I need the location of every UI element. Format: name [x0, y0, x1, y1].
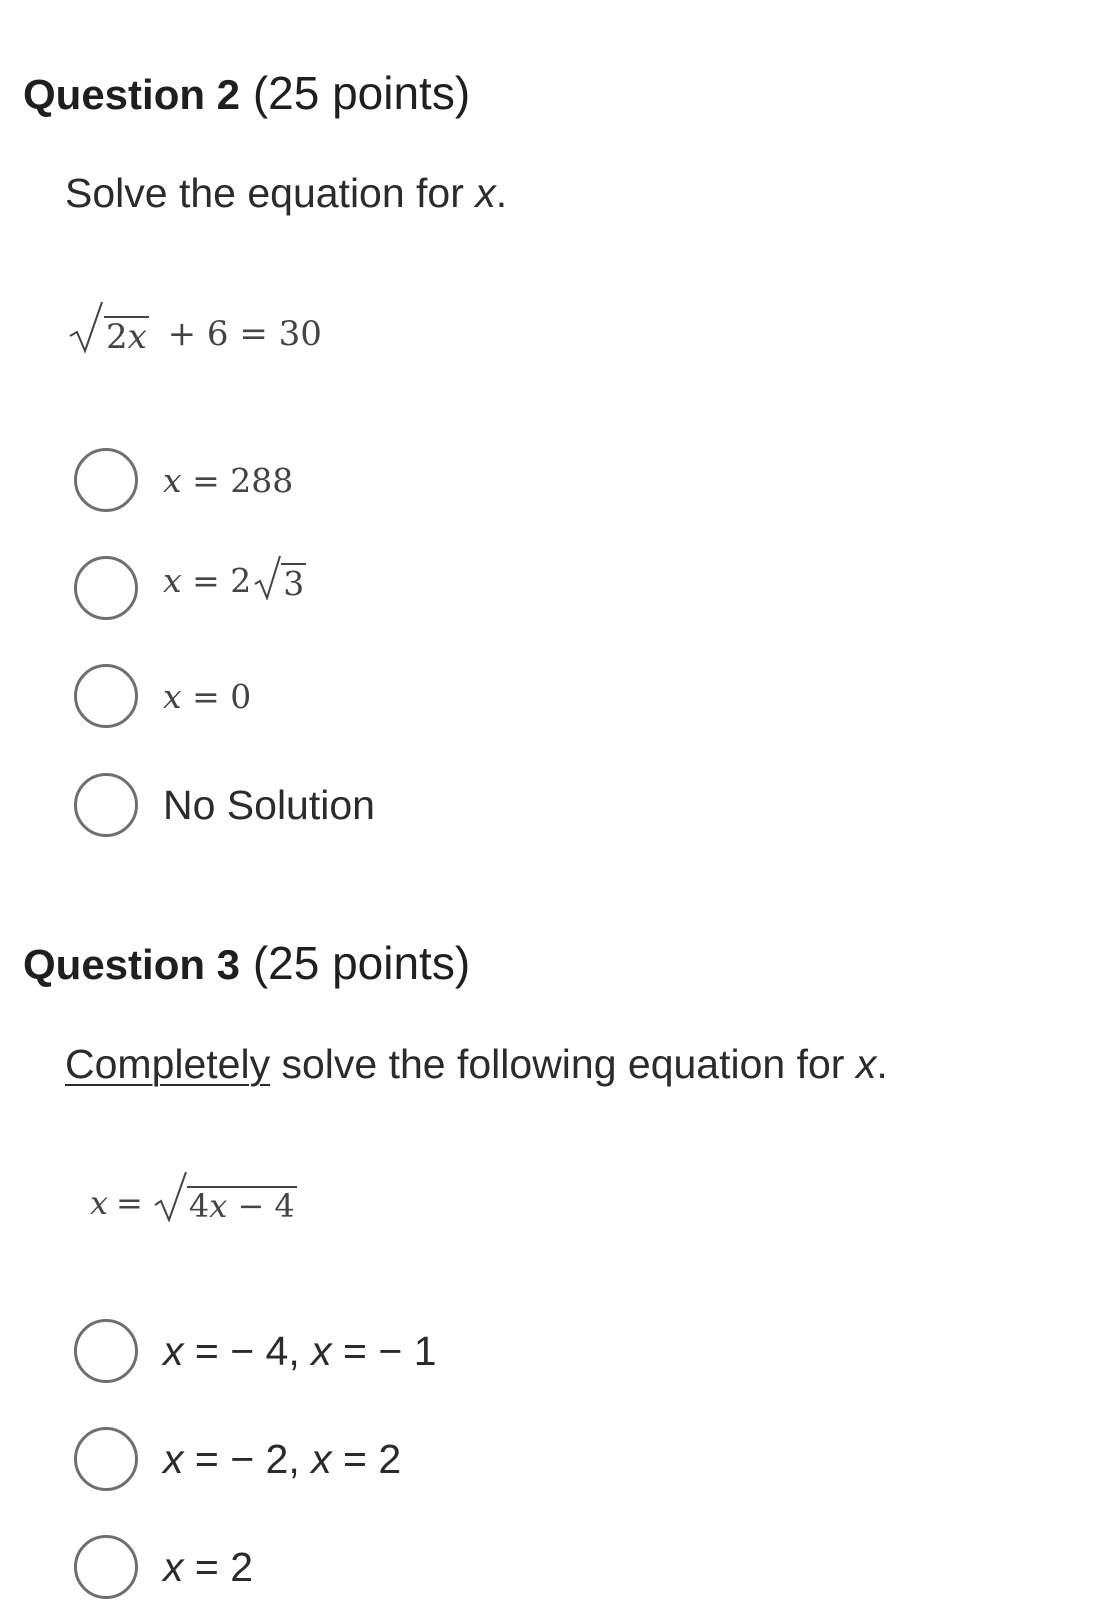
option-label: No Solution	[163, 781, 375, 828]
prompt-period: .	[876, 1041, 888, 1087]
radicand-variable: x	[209, 1187, 228, 1225]
question-3-option-2[interactable]	[74, 1424, 401, 1494]
question-3-option-1[interactable]	[74, 1316, 437, 1386]
question-3-label: Question 3	[23, 941, 241, 988]
option-label	[163, 677, 251, 716]
option-value: = − 4,	[183, 1327, 312, 1374]
question-2-label: Question 2	[23, 71, 241, 118]
radicand	[187, 1186, 297, 1225]
question-2-prompt	[65, 168, 507, 218]
question-2-option-2[interactable]	[74, 553, 306, 623]
option-variable: x	[311, 1435, 332, 1482]
radical-sign-icon	[153, 1170, 187, 1222]
radio-button[interactable]	[74, 664, 138, 728]
option-variable: x	[163, 1327, 184, 1374]
radicand-coefficient: 4	[188, 1187, 210, 1225]
prompt-variable: x	[855, 1041, 877, 1087]
prompt-emphasis: Completely	[65, 1041, 271, 1087]
radical-sign-icon	[253, 554, 281, 600]
option-value: = 2	[192, 561, 252, 600]
option-value: = 2	[183, 1543, 254, 1590]
radicand-rest: − 4	[237, 1187, 295, 1225]
radical-sign-icon	[68, 300, 104, 354]
option-label	[163, 554, 306, 603]
radicand-coefficient: 2	[106, 317, 128, 357]
option-label	[163, 461, 293, 500]
prompt-variable: x	[475, 170, 496, 216]
radio-button[interactable]	[74, 556, 138, 620]
radicand-variable: x	[127, 317, 147, 357]
question-3-points: (25 points)	[252, 937, 471, 989]
question-3-equation	[90, 1170, 297, 1225]
prompt-text: Solve the equation for	[65, 170, 476, 216]
question-2-points: (25 points)	[252, 67, 471, 119]
question-3-option-3[interactable]	[74, 1532, 253, 1602]
option-label	[163, 1436, 401, 1483]
question-2-heading	[23, 65, 470, 123]
square-root	[253, 554, 306, 603]
question-2-option-3[interactable]	[74, 661, 251, 731]
prompt-text: solve the following equation for	[270, 1041, 856, 1087]
radio-button[interactable]	[74, 1427, 138, 1491]
radio-button[interactable]	[74, 448, 138, 512]
radio-button[interactable]	[74, 773, 138, 837]
option-variable: x	[163, 561, 182, 600]
option-value: = − 2,	[183, 1435, 312, 1482]
option-value: = 288	[192, 460, 294, 500]
question-2-option-1[interactable]	[74, 445, 293, 515]
square-root	[68, 300, 149, 357]
option-value: = 2	[331, 1435, 402, 1482]
square-root	[153, 1170, 297, 1225]
equation-lhs-variable: x	[90, 1184, 109, 1222]
option-variable: x	[163, 1435, 184, 1482]
option-variable: x	[163, 676, 182, 716]
question-2-equation	[68, 300, 322, 357]
prompt-period: .	[495, 170, 508, 216]
option-label	[163, 1328, 437, 1375]
option-value: = 0	[192, 676, 252, 716]
option-variable: x	[163, 460, 182, 500]
radicand	[104, 316, 149, 357]
radio-button[interactable]	[74, 1535, 138, 1599]
option-variable: x	[163, 1543, 184, 1590]
question-3-heading	[23, 935, 470, 993]
question-2-option-4[interactable]	[74, 770, 375, 840]
equation-equals: =	[116, 1184, 143, 1222]
radio-button[interactable]	[74, 1319, 138, 1383]
equation-rest: + 6 = 30	[167, 314, 322, 354]
question-3-prompt	[65, 1039, 888, 1089]
option-value: = − 1	[331, 1327, 437, 1374]
option-label	[163, 1544, 253, 1591]
radicand: 3	[283, 564, 305, 603]
option-variable: x	[311, 1327, 332, 1374]
